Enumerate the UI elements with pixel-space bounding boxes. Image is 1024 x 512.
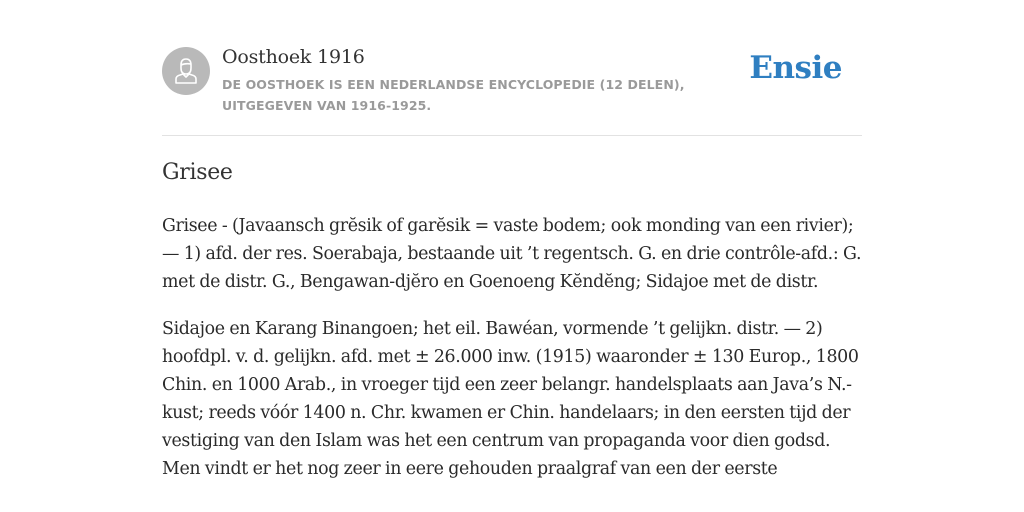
avatar[interactable]: [162, 47, 210, 95]
page-title: Grisee: [162, 160, 233, 185]
user-icon: [162, 47, 210, 95]
brand-logo[interactable]: Ensie: [749, 50, 842, 86]
page-container: [162, 0, 862, 479]
article-paragraph: Grisee - (Javaansch grĕsik of garĕsik = vaste bodem; ook monding van een rivier); — 1) afd. der res. Soerabaja, bestaande uit ’t regentsch. G. en drie contrôle-afd.: G. met de distr. G., Bengawan-djĕro en Goenoeng Kĕndĕng; Sidajoe met de distr.: [162, 216, 862, 292]
article-body: [162, 212, 862, 502]
source-header: [162, 0, 862, 136]
source-description: DE OOSTHOEK IS EEN NEDERLANDSE ENCYCLOPEDIE (12 DELEN), UITGEGEVEN VAN 1916-1925.: [222, 77, 685, 113]
source-name[interactable]: Oosthoek 1916: [222, 46, 365, 68]
article-paragraph: Sidajoe en Karang Binangoen; het eil. Bawéan, vormende ’t gelijkn. distr. — 2) hoofdpl. v. d. gelijkn. afd. met ± 26.000 inw. (1915) waaronder ± 130 Europ., 1800 Chin. en 1000 Arab., in vroeger tijd een zeer belangr. handelsplaats aan Java’s N.-kust; reeds vóór 1400 n. Chr. kwamen er Chin. handelaars; in den eersten tijd der vestiging van den Islam was het een centrum van propaganda voor dien godsd. Men vindt er het nog zeer in eere gehouden praalgraf van een der eerste: [162, 319, 859, 479]
